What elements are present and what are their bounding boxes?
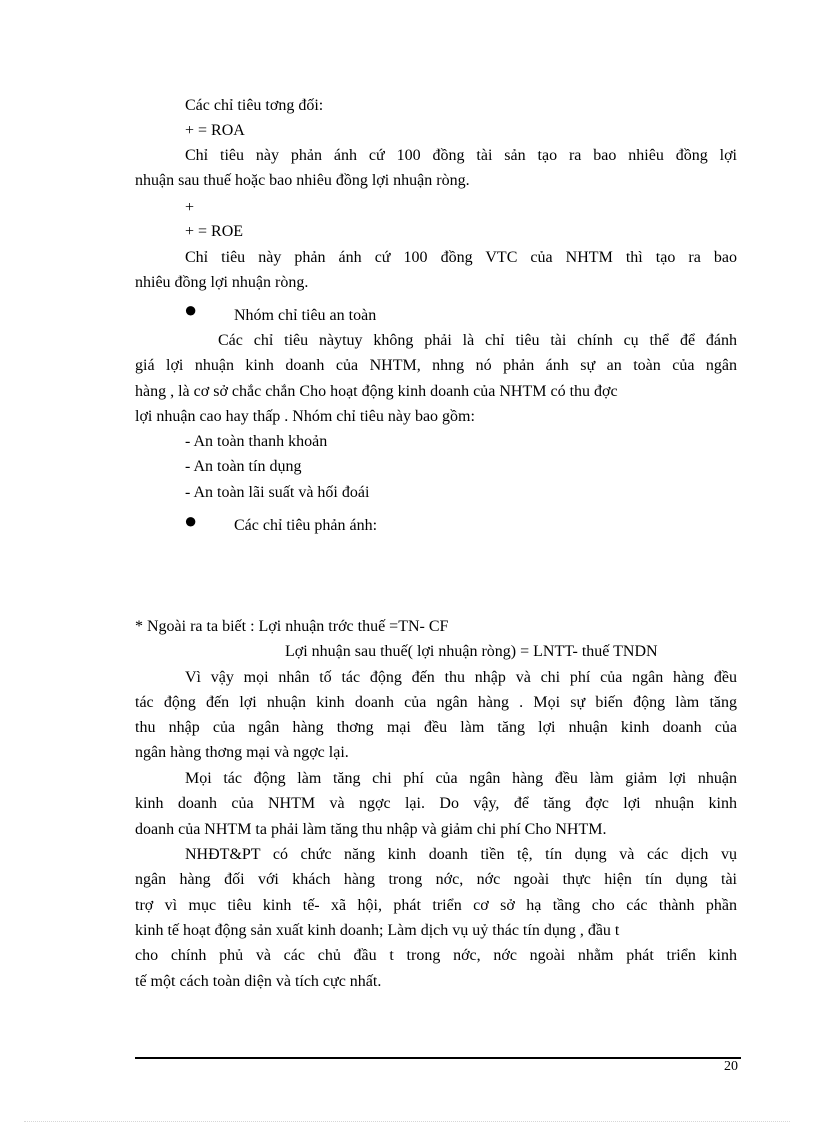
list-item: - An toàn tín dụng (185, 458, 302, 475)
paragraph-line: cho chính phủ và các chủ đầu t trong nớc, nớc ngoài nhằm phát triển kinh (135, 947, 737, 964)
formula-line: Lợi nhuận sau thuế( lợi nhuận ròng) = LNTT- thuế TNDN (285, 643, 658, 660)
paragraph-line: nhiêu đồng lợi nhuận ròng. (135, 274, 309, 291)
paragraph-line: Chỉ tiêu này phản ánh cứ 100 đồng tài sản tạo ra bao nhiêu đồng lợi (185, 147, 737, 164)
paragraph-line: NHĐT&PT có chức năng kinh doanh tiền tệ, tín dụng và các dịch vụ (185, 846, 737, 863)
paragraph-line: doanh của NHTM ta phải làm tăng thu nhập và giảm chi phí Cho NHTM. (135, 821, 607, 838)
paragraph-line: Mọi tác động làm tăng chi phí của ngân hàng đều làm giảm lợi nhuận (185, 770, 737, 787)
formula-roe: + = ROE (185, 223, 244, 240)
list-item: - An toàn lãi suất và hối đoái (185, 484, 370, 501)
paragraph-line: Vì vậy mọi nhân tố tác động đến thu nhập và chi phí của ngân hàng đều (185, 669, 737, 686)
text-line: + (185, 199, 195, 216)
paragraph-line: tác động đến lợi nhuận kinh doanh của ngân hàng . Mọi sự biến động làm tăng (135, 694, 737, 711)
paragraph-line: kinh doanh của NHTM và ngợc lại. Do vậy, để tăng đợc lợi nhuận kinh (135, 795, 737, 812)
paragraph-line: thu nhập của ngân hàng thơng mại đều làm tăng lợi nhuận kinh doanh của (135, 719, 737, 736)
paragraph-line: Các chỉ tiêu nàytuy không phải là chỉ tiêu tài chính cụ thể để đánh (218, 332, 737, 349)
paragraph-line: trợ vì mục tiêu kinh tế- xã hội, phát triển cơ sở hạ tầng cho các thành phần (135, 897, 737, 914)
list-item: - An toàn thanh khoản (185, 433, 328, 450)
paragraph-line: kinh tế hoạt động sản xuất kinh doanh; Làm dịch vụ uỷ thác tín dụng , đầu t (135, 922, 620, 939)
paragraph-line: tế một cách toàn diện và tích cực nhất. (135, 973, 382, 990)
paragraph-line: nhuận sau thuế hoặc bao nhiêu đồng lợi nhuận ròng. (135, 172, 470, 189)
bullet-icon: ● (184, 297, 198, 322)
paragraph-line: ngân hàng đối với khách hàng trong nớc, nớc ngoài thực hiện tín dụng tài (135, 871, 737, 888)
footer-rule (135, 1057, 741, 1059)
bullet-icon: ● (184, 508, 198, 533)
page-number: 20 (724, 1059, 738, 1074)
paragraph-line: Chỉ tiêu này phản ánh cứ 100 đồng VTC của NHTM thì tạo ra bao (185, 249, 737, 266)
paragraph-line: hàng , là cơ sở chắc chắn Cho hoạt động kinh doanh của NHTM có thu đợc (135, 383, 618, 400)
bullet-heading: Các chỉ tiêu phản ánh: (234, 517, 378, 534)
page-edge-divider (24, 1121, 790, 1122)
text-line: Các chỉ tiêu tơng đối: (185, 97, 324, 114)
paragraph-line: lợi nhuận cao hay thấp . Nhóm chỉ tiêu này bao gồm: (135, 408, 475, 425)
paragraph-line: giá lợi nhuận kinh doanh của NHTM, nhng nó phản ánh sự an toàn của ngân (135, 357, 737, 374)
formula-roa: + = ROA (185, 122, 245, 139)
bullet-heading: Nhóm chỉ tiêu an toàn (234, 307, 377, 324)
paragraph-line: ngân hàng thơng mại và ngợc lại. (135, 744, 349, 761)
text-line: * Ngoài ra ta biết : Lợi nhuận trớc thuế =TN- CF (135, 618, 449, 635)
